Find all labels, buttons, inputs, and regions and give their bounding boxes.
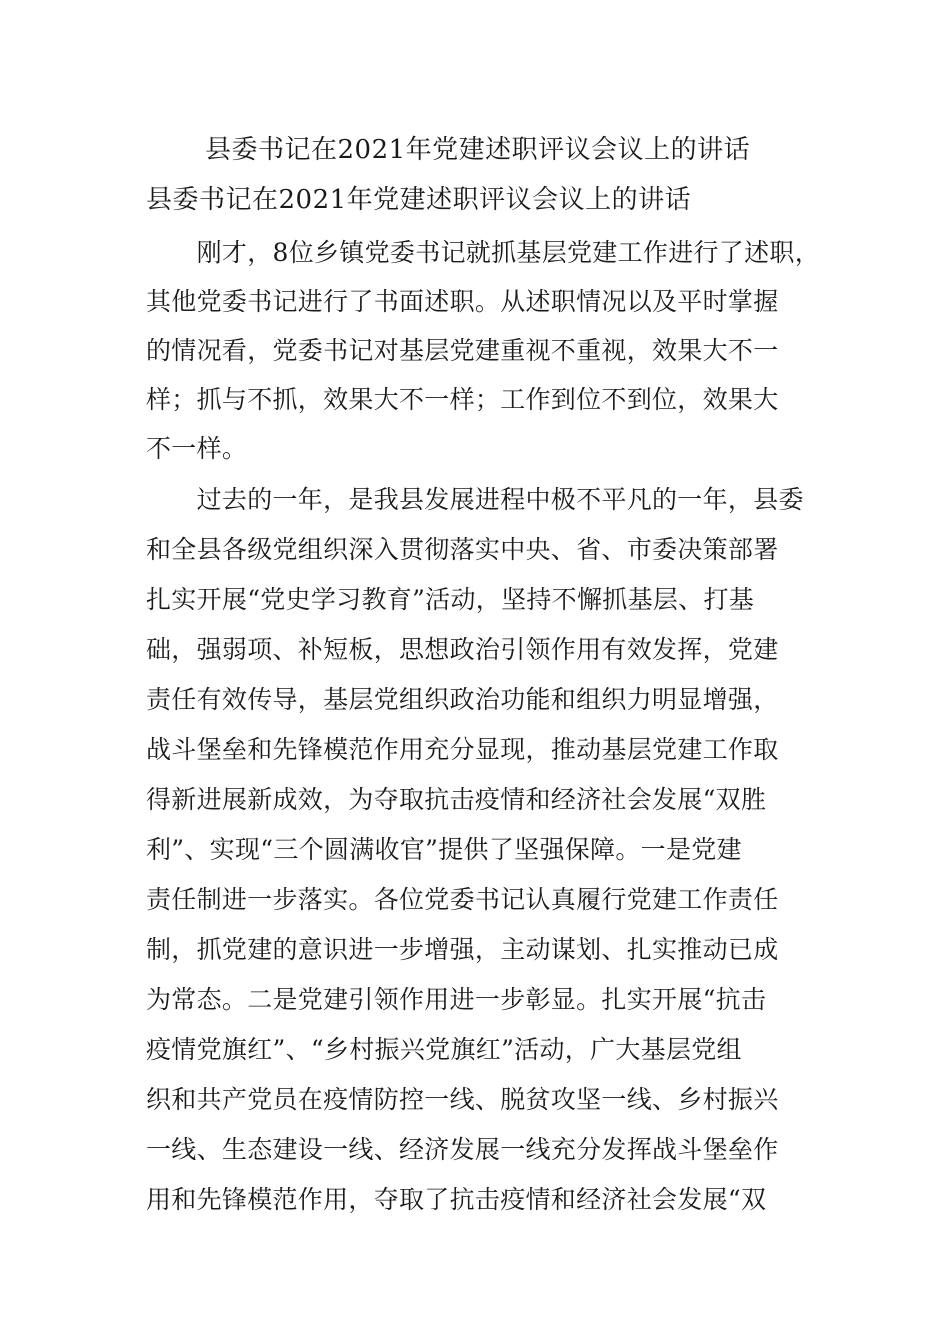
body-line: 和全县各级党组织深入贯彻落实中央、省、市委决策部署 [146,535,779,564]
body-line: 为常态。二是党建引领作用进一步彰显。扎实开展“抗击 [146,985,767,1014]
document-subtitle: 县委书记在2021年党建述职评议会议上的讲话 [146,185,692,215]
body-line: 刚才，8位乡镇党委书记就抓基层党建工作进行了述职， [146,238,821,267]
body-line: 样；抓与不抓，效果大不一样；工作到位不到位，效果大 [146,385,779,414]
document-title: 县委书记在2021年党建述职评议会议上的讲话 [205,135,751,165]
body-line: 的情况看，党委书记对基层党建重视不重视，效果大不一 [146,336,779,365]
body-line: 利”、实现“三个圆满收官”提供了坚强保障。一是党建 [146,835,742,864]
body-line: 其他党委书记进行了书面述职。从述职情况以及平时掌握 [146,287,779,316]
body-line: 扎实开展“党史学习教育”活动，坚持不懈抓基层、打基 [146,585,755,614]
body-line: 一线、生态建设一线、经济发展一线充分发挥战斗堡垒作 [146,1135,779,1164]
body-line: 织和共产党员在疫情防控一线、脱贫攻坚一线、乡村振兴 [146,1085,779,1114]
body-line: 不一样。 [146,434,248,463]
body-line: 用和先锋模范作用，夺取了抗击疫情和经济社会发展“双 [146,1185,767,1214]
body-line: 础，强弱项、补短板，思想政治引领作用有效发挥，党建 [146,635,779,664]
body-line: 得新进展新成效，为夺取抗击疫情和经济社会发展“双胜 [146,785,767,814]
body-line: 过去的一年，是我县发展进程中极不平凡的一年，县委 [146,485,804,514]
body-line: 责任有效传导，基层党组织政治功能和组织力明显增强， [146,685,779,714]
body-line: 疫情党旗红”、“乡村振兴党旗红”活动，广大基层党组 [146,1035,742,1064]
body-line: 制，抓党建的意识进一步增强，主动谋划、扎实推动已成 [146,935,779,964]
body-line: 战斗堡垒和先锋模范作用充分显现，推动基层党建工作取 [146,735,779,764]
body-line: 责任制进一步落实。各位党委书记认真履行党建工作责任 [146,885,779,914]
